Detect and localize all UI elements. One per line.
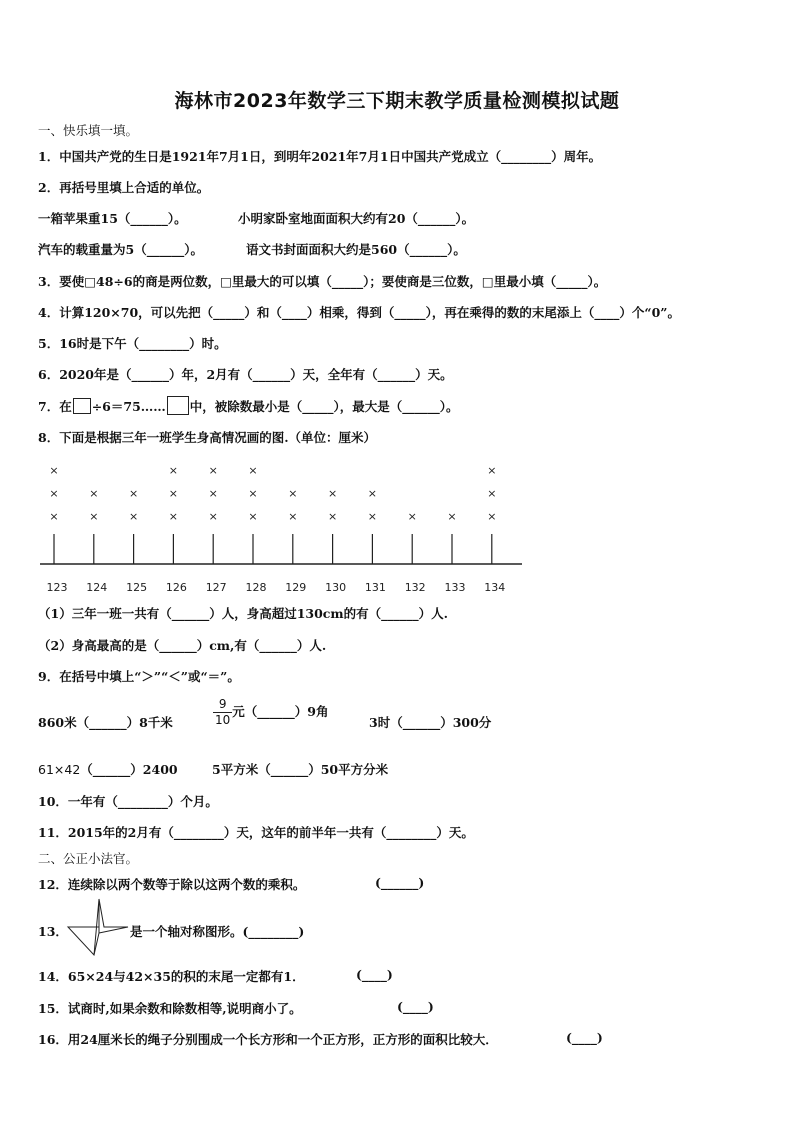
question-7	[38, 396, 459, 415]
tick-label: 128	[245, 581, 267, 594]
question-8: 8．下面是根据三年一班学生身高情况画的图.（单位：厘米）	[38, 430, 377, 445]
question-2c: 汽车的载重量为5（______）。	[38, 242, 203, 257]
question-9b	[213, 697, 328, 728]
data-mark: ×	[168, 464, 179, 477]
question-7-suffix: 中，被除数最小是（_____），最大是（______）。	[189, 399, 459, 414]
tick-label: 133	[444, 581, 466, 594]
data-mark: ×	[168, 487, 179, 500]
section-heading-1: 一、快乐填一填。	[38, 123, 139, 138]
data-mark: ×	[327, 487, 338, 500]
pinwheel-blade	[99, 899, 128, 933]
question-9d	[38, 760, 178, 778]
data-mark: ×	[248, 510, 258, 523]
question-7-prefix: 7．在	[38, 399, 72, 414]
question-15: 15．试商时,如果余数和除数相等,说明商小了。	[38, 1001, 302, 1016]
question-14-blank: (____)	[356, 967, 393, 982]
fraction-denominator: 10	[215, 713, 231, 727]
tick-label: 123	[46, 581, 68, 594]
question-9e: 5平方米（______）50平方分米	[212, 762, 389, 777]
question-2b: 小明家卧室地面面积大约有20（______）。	[238, 211, 475, 226]
question-13-text: 是一个轴对称图形。(________)	[130, 924, 305, 939]
pinwheel-figure	[66, 897, 130, 957]
question-3: 3．要使□48÷6的商是两位数，□里最大的可以填（_____）；要使商是三位数，□里最小填（_____）。	[38, 274, 607, 289]
question-2a: 一箱苹果重15（______）。	[38, 211, 187, 226]
question-9d-expression: 61×42	[38, 762, 81, 777]
data-mark: ×	[407, 510, 417, 523]
data-mark: ×	[367, 510, 378, 523]
data-mark: ×	[248, 464, 258, 477]
data-mark: ×	[248, 487, 258, 500]
question-4: 4．计算120×70，可以先把（_____）和（____）相乘，得到（_____），再在乘得的数的末尾添上（____）个“0”。	[38, 305, 680, 320]
page-title: 海林市2023年数学三下期末教学质量检测模拟试题	[174, 90, 620, 112]
question-9b-text: 元（______）9角	[232, 704, 329, 719]
data-mark: ×	[49, 464, 59, 477]
question-16-blank: (____)	[566, 1030, 603, 1045]
data-mark: ×	[327, 510, 338, 523]
tick-label: 126	[165, 581, 187, 594]
data-mark: ×	[89, 487, 99, 500]
data-mark: ×	[367, 487, 378, 500]
question-8-2: （2）身高最高的是（______）cm,有（______）人.	[38, 638, 327, 653]
question-13-number: 13．	[38, 924, 68, 939]
question-12-blank: (______)	[375, 875, 425, 890]
data-mark: ×	[128, 510, 139, 523]
question-16: 16．用24厘米长的绳子分别围成一个长方形和一个正方形，正方形的面积比较大．	[38, 1032, 498, 1047]
data-mark: ×	[288, 487, 298, 500]
question-9c: 3时（______）300分	[369, 715, 492, 730]
data-mark: ×	[208, 464, 218, 477]
fraction	[213, 697, 232, 728]
data-mark: ×	[447, 510, 457, 523]
data-mark: ×	[128, 487, 139, 500]
data-mark: ×	[89, 510, 99, 523]
data-mark: ×	[288, 510, 298, 523]
data-mark: ×	[487, 464, 497, 477]
tick-label: 131	[364, 581, 386, 594]
question-9: 9．在括号中填上“＞”“＜”或“＝”。	[38, 669, 240, 684]
question-5: 5．16时是下午（________）时。	[38, 336, 227, 351]
tick-label: 129	[285, 581, 307, 594]
question-6: 6．2020年是（______）年，2月有（______）天，全年有（______）天。	[38, 367, 453, 382]
question-2: 2．再括号里填上合适的单位。	[38, 180, 210, 195]
question-12: 12．连续除以两个数等于除以这两个数的乘积。	[38, 877, 306, 892]
question-2d: 语文书封面面积大约是560（______）。	[246, 242, 466, 257]
plot-marks	[49, 464, 496, 523]
question-9d-text: （______）2400	[80, 762, 178, 777]
data-mark: ×	[208, 487, 218, 500]
question-11: 11．2015年的2月有（________）天，这年的前半年一共有（________）天。	[38, 825, 474, 840]
data-mark: ×	[168, 510, 179, 523]
question-14: 14．65×24与42×35的积的末尾一定都有1．	[38, 969, 305, 984]
data-mark: ×	[487, 510, 497, 523]
data-mark: ×	[208, 510, 218, 523]
data-mark: ×	[49, 510, 59, 523]
question-15-blank: (____)	[397, 999, 434, 1014]
tick-label: 125	[126, 581, 148, 594]
question-10: 10．一年有（________）个月。	[38, 794, 218, 809]
blank-box	[167, 396, 189, 415]
height-dot-plot	[36, 460, 536, 600]
blank-box	[73, 398, 91, 414]
tick-label: 127	[205, 581, 227, 594]
tick-label: 132	[404, 581, 426, 594]
question-8-1: （1）三年一班一共有（______）人，身高超过130cm的有（______）人.	[38, 606, 448, 621]
question-7-mid: ÷6＝75……	[91, 399, 166, 414]
question-1: 1．中国共产党的生日是1921年7月1日，到明年2021年7月1日中国共产党成立（________）周年。	[38, 149, 602, 164]
tick-label: 134	[484, 581, 506, 594]
data-mark: ×	[49, 487, 59, 500]
section-heading-2: 二、公正小法官。	[38, 851, 139, 866]
data-mark: ×	[487, 487, 497, 500]
question-9a: 860米（______）8千米	[38, 715, 173, 730]
tick-label: 124	[86, 581, 108, 594]
fraction-numerator: 9	[213, 697, 232, 713]
tick-label: 130	[325, 581, 347, 594]
